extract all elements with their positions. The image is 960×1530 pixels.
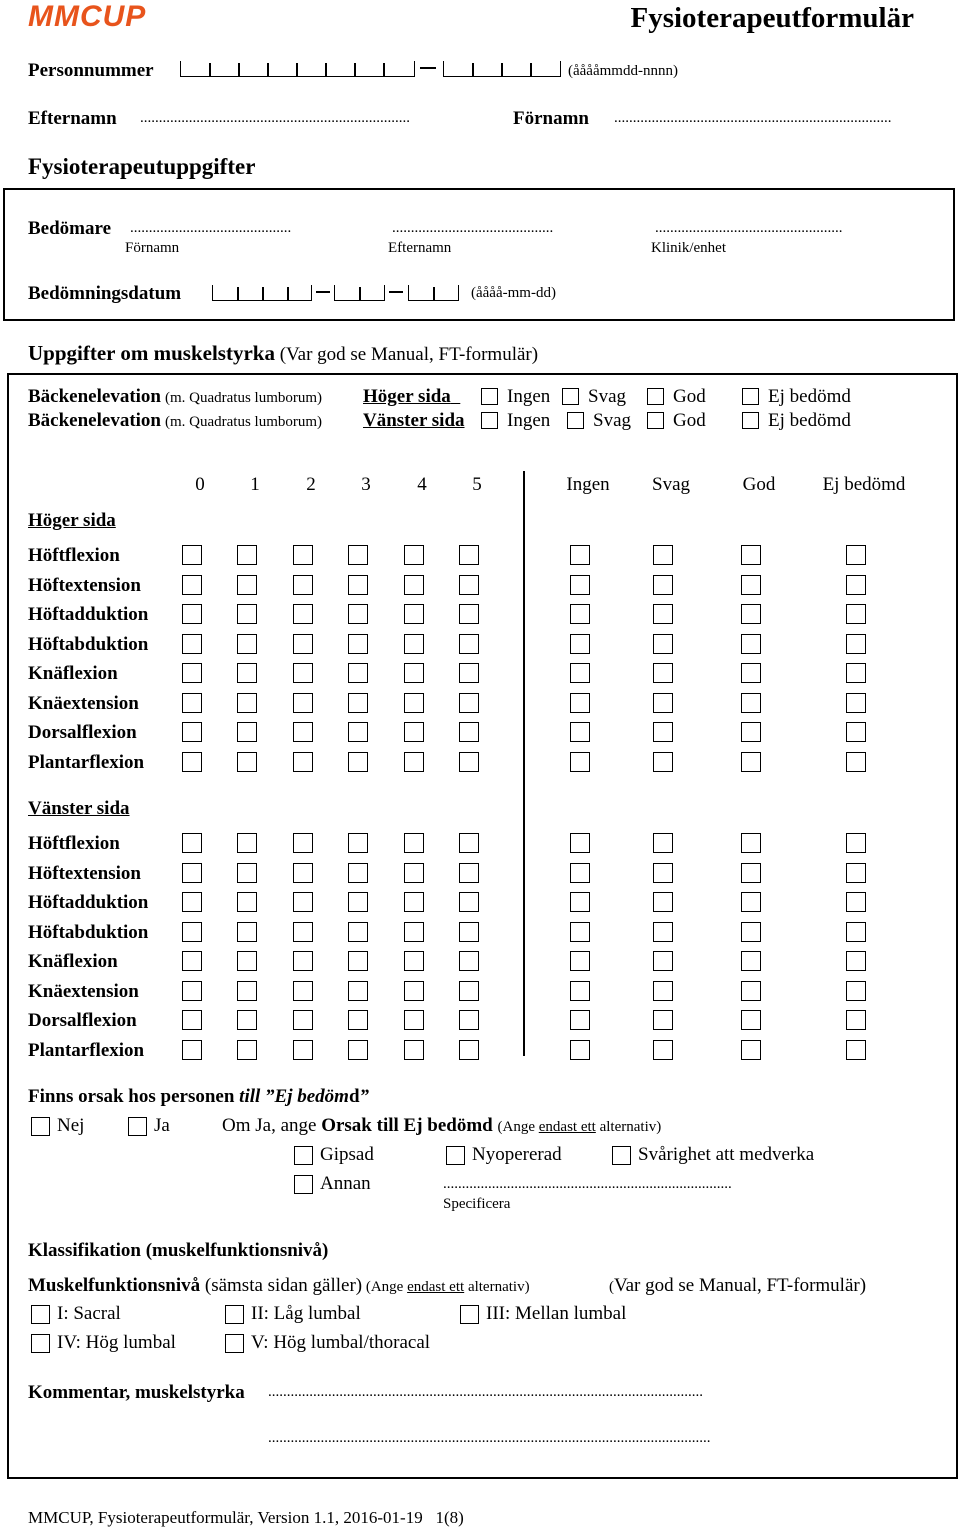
efternamn-field[interactable]: ........................................................................ <box>140 110 410 126</box>
grid-checkbox-hoger[interactable] <box>570 693 590 713</box>
datum-day-field[interactable] <box>408 285 459 301</box>
grid-checkbox-vanster[interactable] <box>348 981 368 1001</box>
grid-section-hoger: Höger sida <box>28 510 116 531</box>
klass-ange: (Ange <box>362 1279 408 1295</box>
grid-checkbox-hoger[interactable] <box>293 545 313 565</box>
grid-col-header: 1 <box>250 474 260 495</box>
grid-checkbox-vanster[interactable] <box>293 833 313 853</box>
grid-checkbox-hoger[interactable] <box>570 545 590 565</box>
klass-heading: Klassifikation (muskelfunktionsnivå) <box>28 1240 329 1261</box>
grid-checkbox-hoger[interactable] <box>182 693 202 713</box>
grid-checkbox-hoger[interactable] <box>459 663 479 683</box>
grid-checkbox-vanster[interactable] <box>570 863 590 883</box>
muskel-heading-text: Uppgifter om muskelstyrka <box>28 341 275 365</box>
grid-checkbox-vanster[interactable] <box>653 863 673 883</box>
grid-checkbox-vanster[interactable] <box>404 951 424 971</box>
grid-checkbox-hoger[interactable] <box>653 604 673 624</box>
grid-checkbox-hoger[interactable] <box>459 604 479 624</box>
grid-checkbox-vanster[interactable] <box>293 863 313 883</box>
grid-col-header: 5 <box>472 474 482 495</box>
backen-sub-2: (m. Quadratus lumborum) <box>165 414 323 430</box>
grid-row-label-hoger: Höftabduktion <box>28 633 149 655</box>
grid-checkbox-hoger[interactable] <box>653 663 673 683</box>
grid-checkbox-hoger[interactable] <box>293 604 313 624</box>
grid-checkbox-hoger[interactable] <box>653 722 673 742</box>
fornamn-field[interactable]: .......................................................................... <box>614 110 892 126</box>
grid-checkbox-vanster[interactable] <box>237 833 257 853</box>
grid-checkbox-vanster[interactable] <box>293 892 313 912</box>
grid-checkbox-hoger[interactable] <box>459 545 479 565</box>
grid-checkbox-hoger[interactable] <box>846 634 866 654</box>
backen-vanster-svag-checkbox[interactable] <box>567 412 584 429</box>
backen-row-hoger <box>28 386 322 408</box>
orsak-annan-label: Annan <box>320 1173 371 1194</box>
orsak-q-start: Finns orsak hos personen <box>28 1086 240 1107</box>
grid-checkbox-hoger[interactable] <box>846 693 866 713</box>
backen-hoger-god-checkbox[interactable] <box>647 388 664 405</box>
grid-checkbox-vanster[interactable] <box>293 922 313 942</box>
grid-checkbox-hoger[interactable] <box>404 722 424 742</box>
grid-checkbox-vanster[interactable] <box>570 951 590 971</box>
grid-checkbox-vanster[interactable] <box>348 1010 368 1030</box>
backen-vanster-ingen-label: Ingen <box>507 410 551 431</box>
grid-checkbox-hoger[interactable] <box>348 604 368 624</box>
backen-hoger-ingen-label: Ingen <box>507 386 551 407</box>
grid-checkbox-hoger[interactable] <box>348 693 368 713</box>
grid-checkbox-vanster[interactable] <box>570 922 590 942</box>
grid-checkbox-hoger[interactable] <box>459 634 479 654</box>
grid-row-label-hoger: Höftadduktion <box>28 604 149 625</box>
klass-opt3-checkbox[interactable] <box>460 1305 479 1324</box>
grid-col-header: Ej bedömd <box>822 474 906 495</box>
grid-checkbox-hoger[interactable] <box>741 604 761 624</box>
orsak-nej-checkbox[interactable] <box>31 1117 50 1136</box>
klass-opt1-label: I: Sacral <box>57 1303 121 1324</box>
orsak-om-ja-text: Om Ja, ange <box>222 1115 322 1136</box>
grid-checkbox-hoger[interactable] <box>570 604 590 624</box>
grid-row-label-vanster: Höftextension <box>28 862 141 884</box>
grid-checkbox-hoger[interactable] <box>237 604 257 624</box>
personnummer-date-field[interactable] <box>180 61 415 77</box>
klass-alternativ: alternativ) <box>464 1279 530 1295</box>
grid-row-label-hoger: Knäflexion <box>28 663 118 684</box>
grid-checkbox-hoger[interactable] <box>741 663 761 683</box>
grid-checkbox-vanster[interactable] <box>459 892 479 912</box>
grid-checkbox-hoger[interactable] <box>182 604 202 624</box>
grid-checkbox-vanster[interactable] <box>237 951 257 971</box>
orsak-question <box>28 1086 369 1108</box>
backen-sub: (m. Quadratus lumborum) <box>165 390 323 406</box>
grid-checkbox-vanster[interactable] <box>846 951 866 971</box>
muskel-box <box>7 373 958 1479</box>
grid-checkbox-vanster[interactable] <box>459 1010 479 1030</box>
grid-checkbox-vanster[interactable] <box>182 981 202 1001</box>
grid-checkbox-hoger[interactable] <box>846 752 866 772</box>
footer-text: MMCUP, Fysioterapeutformulär, Version 1.1, 2016-01-19 <box>28 1508 423 1527</box>
grid-row-label-hoger: Höftextension <box>28 574 141 596</box>
grid-checkbox-vanster[interactable] <box>182 863 202 883</box>
grid-checkbox-vanster[interactable] <box>182 951 202 971</box>
grid-checkbox-vanster[interactable] <box>348 863 368 883</box>
grid-checkbox-vanster[interactable] <box>459 922 479 942</box>
grid-checkbox-hoger[interactable] <box>741 634 761 654</box>
grid-checkbox-vanster[interactable] <box>570 1010 590 1030</box>
grid-checkbox-vanster[interactable] <box>182 1010 202 1030</box>
grid-checkbox-hoger[interactable] <box>570 634 590 654</box>
grid-row-label-vanster: Höftadduktion <box>28 892 149 913</box>
grid-checkbox-vanster[interactable] <box>653 951 673 971</box>
grid-checkbox-vanster[interactable] <box>404 1040 424 1060</box>
bedomare-efternamn-sub: Efternamn <box>388 240 452 256</box>
bedomare-klinik-sub: Klinik/enhet <box>651 240 726 256</box>
orsak-gipsad-label: Gipsad <box>320 1144 374 1165</box>
backen-hoger-god-label: God <box>673 386 706 407</box>
grid-checkbox-hoger[interactable] <box>653 634 673 654</box>
grid-checkbox-hoger[interactable] <box>459 722 479 742</box>
grid-checkbox-vanster[interactable] <box>182 1040 202 1060</box>
backen-vanster-god-label: God <box>673 410 706 431</box>
grid-checkbox-hoger[interactable] <box>404 604 424 624</box>
grid-checkbox-hoger[interactable] <box>237 752 257 772</box>
grid-checkbox-hoger[interactable] <box>459 693 479 713</box>
orsak-q-italic: till ”Ej bedöm <box>239 1086 349 1107</box>
orsak-ja-checkbox[interactable] <box>128 1117 147 1136</box>
grid-checkbox-vanster[interactable] <box>741 863 761 883</box>
grid-row-label-hoger: Höftflexion <box>28 545 120 566</box>
grid-checkbox-vanster[interactable] <box>459 951 479 971</box>
grid-checkbox-hoger[interactable] <box>293 693 313 713</box>
grid-checkbox-vanster[interactable] <box>404 922 424 942</box>
grid-checkbox-vanster[interactable] <box>348 1040 368 1060</box>
grid-checkbox-hoger[interactable] <box>653 575 673 595</box>
grid-row-label-vanster: Höftabduktion <box>28 921 149 943</box>
grid-checkbox-hoger[interactable] <box>653 752 673 772</box>
backen-hoger-svag-label: Svag <box>588 386 626 407</box>
grid-checkbox-vanster[interactable] <box>293 951 313 971</box>
grid-checkbox-hoger[interactable] <box>348 545 368 565</box>
grid-checkbox-vanster[interactable] <box>348 892 368 912</box>
grid-checkbox-vanster[interactable] <box>404 1010 424 1030</box>
grid-checkbox-hoger[interactable] <box>237 634 257 654</box>
grid-checkbox-vanster[interactable] <box>237 892 257 912</box>
grid-checkbox-vanster[interactable] <box>293 1010 313 1030</box>
klass-endast: endast ett <box>407 1279 465 1295</box>
backen-vanster-god-checkbox[interactable] <box>647 412 664 429</box>
grid-checkbox-vanster[interactable] <box>846 892 866 912</box>
grid-checkbox-vanster[interactable] <box>459 1040 479 1060</box>
grid-checkbox-vanster[interactable] <box>237 863 257 883</box>
grid-checkbox-hoger[interactable] <box>404 663 424 683</box>
backen-hoger-svag-checkbox[interactable] <box>562 388 579 405</box>
grid-checkbox-hoger[interactable] <box>741 693 761 713</box>
grid-col-header: God <box>742 474 776 495</box>
datum-year-field[interactable] <box>212 285 312 301</box>
grid-checkbox-hoger[interactable] <box>182 634 202 654</box>
orsak-alternativ: alternativ) <box>595 1119 662 1135</box>
kommentar-field-2[interactable]: ...................................................................................................................... <box>268 1430 711 1446</box>
grid-checkbox-hoger[interactable] <box>570 722 590 742</box>
grid-checkbox-hoger[interactable] <box>182 663 202 683</box>
grid-checkbox-vanster[interactable] <box>459 833 479 853</box>
grid-checkbox-vanster[interactable] <box>846 922 866 942</box>
grid-checkbox-hoger[interactable] <box>459 752 479 772</box>
grid-checkbox-hoger[interactable] <box>846 722 866 742</box>
grid-section-vanster: Vänster sida <box>28 798 130 819</box>
klass-mf-rest: (sämsta sidan gäller) <box>200 1275 363 1296</box>
grid-checkbox-vanster[interactable] <box>741 1040 761 1060</box>
grid-checkbox-vanster[interactable] <box>653 1040 673 1060</box>
bedomare-fornamn-field[interactable]: ........................................... <box>130 220 292 236</box>
backen-label: Bäckenelevation <box>28 386 161 407</box>
grid-checkbox-vanster[interactable] <box>741 892 761 912</box>
grid-col-header: Svag <box>652 474 690 495</box>
datum-hint: (åååå-mm-dd) <box>471 285 556 301</box>
grid-checkbox-vanster[interactable] <box>570 833 590 853</box>
grid-checkbox-hoger[interactable] <box>182 752 202 772</box>
orsak-nyopererad-label: Nyopererad <box>472 1144 562 1165</box>
grid-checkbox-vanster[interactable] <box>741 1010 761 1030</box>
grid-checkbox-vanster[interactable] <box>741 922 761 942</box>
grid-checkbox-hoger[interactable] <box>404 545 424 565</box>
grid-checkbox-vanster[interactable] <box>293 1040 313 1060</box>
grid-checkbox-vanster[interactable] <box>237 922 257 942</box>
klass-opt5-label: V: Hög lumbal/thoracal <box>251 1332 431 1353</box>
bedomare-klinik-field[interactable]: .................................................. <box>655 220 843 236</box>
grid-row-label-hoger: Dorsalflexion <box>28 722 137 743</box>
grid-checkbox-hoger[interactable] <box>182 545 202 565</box>
orsak-q-d: d <box>348 1086 360 1107</box>
grid-checkbox-vanster[interactable] <box>182 922 202 942</box>
orsak-nyopererad-checkbox[interactable] <box>446 1146 465 1165</box>
grid-checkbox-vanster[interactable] <box>846 1010 866 1030</box>
grid-col-header: 0 <box>195 474 205 495</box>
grid-checkbox-vanster[interactable] <box>404 863 424 883</box>
grid-checkbox-hoger[interactable] <box>293 722 313 742</box>
grid-checkbox-vanster[interactable] <box>653 922 673 942</box>
grid-checkbox-vanster[interactable] <box>846 833 866 853</box>
orsak-q-end: ” <box>359 1086 370 1107</box>
grid-col-header: 2 <box>306 474 316 495</box>
grid-checkbox-hoger[interactable] <box>404 634 424 654</box>
muskel-heading <box>28 341 538 366</box>
grid-checkbox-hoger[interactable] <box>741 545 761 565</box>
grid-checkbox-vanster[interactable] <box>348 951 368 971</box>
datum-month-field[interactable] <box>334 285 385 301</box>
grid-checkbox-hoger[interactable] <box>846 604 866 624</box>
grid-checkbox-hoger[interactable] <box>293 634 313 654</box>
grid-row-label-vanster: Knäextension <box>28 980 139 1002</box>
kommentar-label: Kommentar, muskelstyrka <box>28 1382 245 1403</box>
grid-checkbox-hoger[interactable] <box>741 722 761 742</box>
grid-row-label-vanster: Höftflexion <box>28 833 120 854</box>
fornamn-label: Förnamn <box>513 108 589 129</box>
bedomare-fornamn-sub: Förnamn <box>125 240 180 256</box>
grid-checkbox-vanster[interactable] <box>846 863 866 883</box>
footer <box>28 1508 464 1528</box>
klass-opt4-checkbox[interactable] <box>31 1334 50 1353</box>
grid-checkbox-vanster[interactable] <box>237 1010 257 1030</box>
grid-checkbox-vanster[interactable] <box>741 951 761 971</box>
grid-checkbox-hoger[interactable] <box>237 575 257 595</box>
grid-checkbox-vanster[interactable] <box>653 833 673 853</box>
grid-checkbox-hoger[interactable] <box>846 545 866 565</box>
grid-row-label-hoger: Plantarflexion <box>28 751 145 773</box>
bedomare-label: Bedömare <box>28 218 112 239</box>
ft-heading: Fysioterapeutuppgifter <box>28 154 256 179</box>
klass-manual-paren: ( <box>609 1279 614 1295</box>
grid-checkbox-hoger[interactable] <box>653 693 673 713</box>
klass-opt5-checkbox[interactable] <box>225 1334 244 1353</box>
klass-manual <box>609 1275 866 1297</box>
grid-checkbox-hoger[interactable] <box>293 663 313 683</box>
grid-checkbox-hoger[interactable] <box>570 752 590 772</box>
grid-col-header: 3 <box>361 474 371 495</box>
footer-page: 1(8) <box>435 1508 464 1527</box>
klass-manual-text: Var god se Manual, FT-formulär) <box>614 1275 867 1296</box>
grid-checkbox-vanster[interactable] <box>846 981 866 1001</box>
personnummer-number-field[interactable] <box>443 61 561 77</box>
grid-col-header: 4 <box>417 474 427 495</box>
orsak-annan-checkbox[interactable] <box>294 1175 313 1194</box>
orsak-ange: (Ange <box>497 1119 539 1135</box>
grid-checkbox-vanster[interactable] <box>459 863 479 883</box>
datum-dash-2 <box>389 291 403 293</box>
backen-vanster-ej-checkbox[interactable] <box>742 412 759 429</box>
grid-checkbox-hoger[interactable] <box>293 752 313 772</box>
grid-checkbox-hoger[interactable] <box>182 575 202 595</box>
logo: MMCUP <box>28 0 147 33</box>
grid-checkbox-vanster[interactable] <box>404 833 424 853</box>
orsak-specificera: Specificera <box>443 1196 511 1212</box>
grid-checkbox-vanster[interactable] <box>570 1040 590 1060</box>
grid-checkbox-vanster[interactable] <box>653 1010 673 1030</box>
grid-checkbox-vanster[interactable] <box>237 1040 257 1060</box>
grid-checkbox-vanster[interactable] <box>570 892 590 912</box>
grid-checkbox-hoger[interactable] <box>741 575 761 595</box>
datum-dash-1 <box>316 291 330 293</box>
backen-hoger-ej-label: Ej bedömd <box>768 386 851 407</box>
grid-checkbox-hoger[interactable] <box>653 545 673 565</box>
grid-checkbox-hoger[interactable] <box>348 663 368 683</box>
grid-checkbox-vanster[interactable] <box>348 833 368 853</box>
grid-checkbox-hoger[interactable] <box>348 752 368 772</box>
grid-checkbox-hoger[interactable] <box>293 575 313 595</box>
orsak-svarighet-checkbox[interactable] <box>612 1146 631 1165</box>
grid-checkbox-hoger[interactable] <box>348 634 368 654</box>
orsak-endast: endast ett <box>538 1119 596 1135</box>
personnummer-hint: (ååååmmdd-nnnn) <box>568 63 678 79</box>
backen-row-vanster <box>28 410 322 432</box>
grid-checkbox-vanster[interactable] <box>459 981 479 1001</box>
orsak-om-ja <box>222 1115 661 1137</box>
grid-col-header: Ingen <box>566 474 610 495</box>
backen-label-2: Bäckenelevation <box>28 410 161 431</box>
grid-checkbox-vanster[interactable] <box>570 981 590 1001</box>
orsak-svarighet-label: Svårighet att medverka <box>638 1144 815 1165</box>
grid-checkbox-hoger[interactable] <box>237 693 257 713</box>
klass-opt1-checkbox[interactable] <box>31 1305 50 1324</box>
grid-row-label-vanster: Knäflexion <box>28 951 118 972</box>
muskel-heading-note: (Var god se Manual, FT-formulär) <box>279 344 539 365</box>
orsak-nej-label: Nej <box>57 1115 85 1136</box>
backen-hoger-ej-checkbox[interactable] <box>742 388 759 405</box>
orsak-annan-field[interactable]: ............................................................................. <box>443 1176 732 1192</box>
backen-vanster-label: Vänster sida <box>363 410 465 431</box>
klass-mf <box>28 1275 530 1297</box>
grid-checkbox-vanster[interactable] <box>653 892 673 912</box>
grid-checkbox-hoger[interactable] <box>404 752 424 772</box>
klass-mf-bold: Muskelfunktionsnivå <box>28 1275 201 1296</box>
grid-checkbox-vanster[interactable] <box>653 981 673 1001</box>
backen-vanster-ej-label: Ej bedömd <box>768 410 851 431</box>
grid-checkbox-hoger[interactable] <box>570 575 590 595</box>
personnummer-dash <box>420 67 436 69</box>
orsak-bold: Orsak till Ej bedömd <box>321 1115 493 1136</box>
grid-checkbox-vanster[interactable] <box>293 981 313 1001</box>
grid-row-label-vanster: Dorsalflexion <box>28 1010 137 1031</box>
grid-checkbox-vanster[interactable] <box>741 981 761 1001</box>
grid-checkbox-hoger[interactable] <box>348 575 368 595</box>
grid-checkbox-hoger[interactable] <box>404 693 424 713</box>
grid-checkbox-hoger[interactable] <box>459 575 479 595</box>
grid-checkbox-hoger[interactable] <box>182 722 202 742</box>
grid-checkbox-vanster[interactable] <box>182 892 202 912</box>
klass-opt2-label: II: Låg lumbal <box>251 1303 361 1324</box>
orsak-ja-label: Ja <box>154 1115 170 1136</box>
grid-checkbox-hoger[interactable] <box>846 575 866 595</box>
grid-checkbox-vanster[interactable] <box>348 922 368 942</box>
grid-checkbox-vanster[interactable] <box>237 981 257 1001</box>
grid-checkbox-hoger[interactable] <box>237 663 257 683</box>
grid-checkbox-vanster[interactable] <box>182 833 202 853</box>
grid-checkbox-hoger[interactable] <box>846 663 866 683</box>
klass-opt3-label: III: Mellan lumbal <box>486 1303 627 1324</box>
personnummer-label: Personnummer <box>28 60 154 81</box>
backen-vanster-svag-label: Svag <box>593 410 631 431</box>
backen-vanster-ingen-checkbox[interactable] <box>481 412 498 429</box>
backen-hoger-ingen-checkbox[interactable] <box>481 388 498 405</box>
grid-row-label-vanster: Plantarflexion <box>28 1039 145 1061</box>
efternamn-label: Efternamn <box>28 108 117 129</box>
grid-checkbox-hoger[interactable] <box>570 663 590 683</box>
grid-checkbox-vanster[interactable] <box>741 833 761 853</box>
grid-checkbox-hoger[interactable] <box>237 722 257 742</box>
form-title: Fysioterapeutformulär <box>630 2 914 34</box>
klass-opt4-label: IV: Hög lumbal <box>57 1332 176 1353</box>
grid-checkbox-hoger[interactable] <box>404 575 424 595</box>
klass-opt2-checkbox[interactable] <box>225 1305 244 1324</box>
datum-label: Bedömningsdatum <box>28 283 182 304</box>
grid-checkbox-vanster[interactable] <box>404 892 424 912</box>
grid-checkbox-vanster[interactable] <box>846 1040 866 1060</box>
grid-checkbox-hoger[interactable] <box>741 752 761 772</box>
grid-row-label-hoger: Knäextension <box>28 692 139 714</box>
backen-hoger-label <box>363 386 460 408</box>
bedomare-efternamn-field[interactable]: ........................................... <box>392 220 554 236</box>
orsak-gipsad-checkbox[interactable] <box>294 1146 313 1165</box>
kommentar-field-1[interactable]: .................................................................................................................... <box>268 1384 703 1400</box>
grid-checkbox-hoger[interactable] <box>348 722 368 742</box>
grid-separator <box>523 471 525 1056</box>
backen-hoger-text: Höger sida <box>363 386 451 407</box>
grid-checkbox-hoger[interactable] <box>237 545 257 565</box>
grid-checkbox-vanster[interactable] <box>404 981 424 1001</box>
